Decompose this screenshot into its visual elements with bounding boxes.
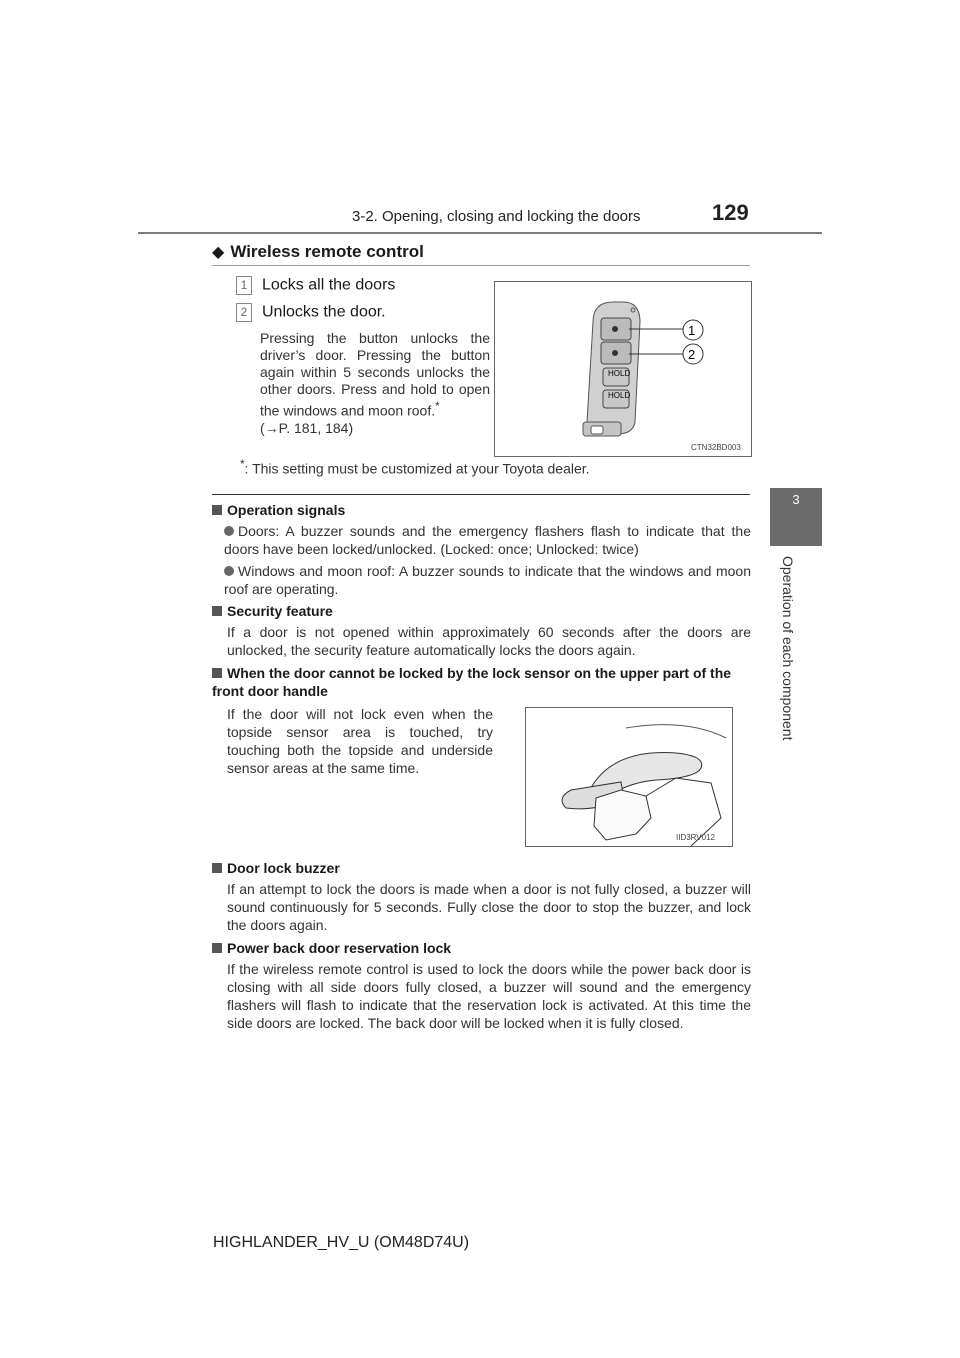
heading-text: Power back door reservation lock xyxy=(227,940,452,956)
figure-code: CTN32BD003 xyxy=(691,443,741,452)
section-title-text: Wireless remote control xyxy=(230,242,424,261)
hold-label: HOLD xyxy=(608,369,631,378)
item-unlock xyxy=(236,303,386,322)
diamond-icon: ◆ xyxy=(212,244,225,261)
section-title xyxy=(212,242,424,262)
circle-bullet-icon xyxy=(224,526,234,536)
bullet-text: Windows and moon roof: A buzzer sounds to indicate that the windows and moon roof are operating. xyxy=(224,563,751,597)
chapter-title: Operation of each component xyxy=(780,556,796,741)
lock-sensor-text: If the door will not lock even when the topside sensor area is touched, try touching both the topside and underside sensor areas at the same time. xyxy=(227,706,493,776)
square-bullet-icon xyxy=(212,606,222,616)
page-reference: (→P. 181, 184) xyxy=(260,419,354,436)
item-number: 1 xyxy=(236,276,252,295)
footnote-mark: * xyxy=(240,458,245,471)
security-feature-text: If a door is not opened within approximately 60 seconds after the doors are unlocked, the security feature automatically locks the doors again. xyxy=(227,624,751,658)
unlock-description-text: Pressing the button unlocks the driver’s door. Pressing the button again within 5 seconds unlocks the other doors. Press and hold to open the windows and moon roof. xyxy=(260,330,490,419)
door-handle-figure xyxy=(525,707,733,847)
heading-text: Door lock buzzer xyxy=(227,860,340,876)
key-fob-illustration xyxy=(495,282,751,456)
page-number: 129 xyxy=(712,200,749,225)
heading-text: Operation signals xyxy=(227,502,346,518)
running-header: 3-2. Opening, closing and locking the doors xyxy=(352,208,641,225)
power-back-door-text: If the wireless remote control is used to lock the doors while the power back door is closing with all side doors fully closed, a buzzer will sound and the emergency flashers will flash to indicate that the reservation lock is activated. At this time the side doors are locked. The back door will be locked when it is fully closed. xyxy=(227,961,751,1031)
hold-label: HOLD xyxy=(608,391,631,400)
heading-text: Security feature xyxy=(227,603,333,619)
item-label: Unlocks the door. xyxy=(262,303,386,321)
section-rule xyxy=(212,265,750,266)
subsection-rule xyxy=(212,494,750,495)
power-back-door-heading xyxy=(212,940,451,956)
square-bullet-icon xyxy=(212,505,222,515)
note-mark: * xyxy=(435,400,440,413)
figure-code: IID3RV012 xyxy=(676,833,715,842)
footnote xyxy=(240,458,590,477)
operation-signals-heading xyxy=(212,502,345,518)
item-label: Locks all the doors xyxy=(262,276,396,294)
header-rule xyxy=(138,232,822,234)
circle-bullet-icon xyxy=(224,566,234,576)
callout-2: 2 xyxy=(688,347,696,362)
square-bullet-icon xyxy=(212,668,222,678)
security-feature-heading xyxy=(212,603,333,619)
footnote-text: : This setting must be customized at your Toyota dealer. xyxy=(244,460,590,477)
footer-model-code: HIGHLANDER_HV_U (OM48D74U) xyxy=(213,1234,470,1251)
heading-text: When the door cannot be locked by the lock sensor on the upper part of the front door handle xyxy=(212,665,732,699)
operation-signal-windows xyxy=(224,562,751,598)
lock-sensor-heading xyxy=(212,664,750,700)
item-lock xyxy=(236,276,395,295)
bullet-text: Doors: A buzzer sounds and the emergency flashers flash to indicate that the doors have been locked/unlocked. (Locked: once; Unlocked: twice) xyxy=(224,523,751,557)
item-number: 2 xyxy=(236,303,252,322)
door-lock-buzzer-heading xyxy=(212,860,340,876)
unlock-description xyxy=(260,330,490,437)
chapter-number: 3 xyxy=(792,492,800,507)
square-bullet-icon xyxy=(212,863,222,873)
door-handle-illustration xyxy=(526,708,732,846)
callout-1: 1 xyxy=(688,323,696,338)
door-lock-buzzer-text: If an attempt to lock the doors is made when a door is not fully closed, a buzzer will sound continuously for 5 seconds. Fully close the door to stop the buzzer, and lock the doors again. xyxy=(227,881,751,933)
square-bullet-icon xyxy=(212,943,222,953)
operation-signal-doors xyxy=(224,522,751,558)
key-fob-figure xyxy=(494,281,752,457)
